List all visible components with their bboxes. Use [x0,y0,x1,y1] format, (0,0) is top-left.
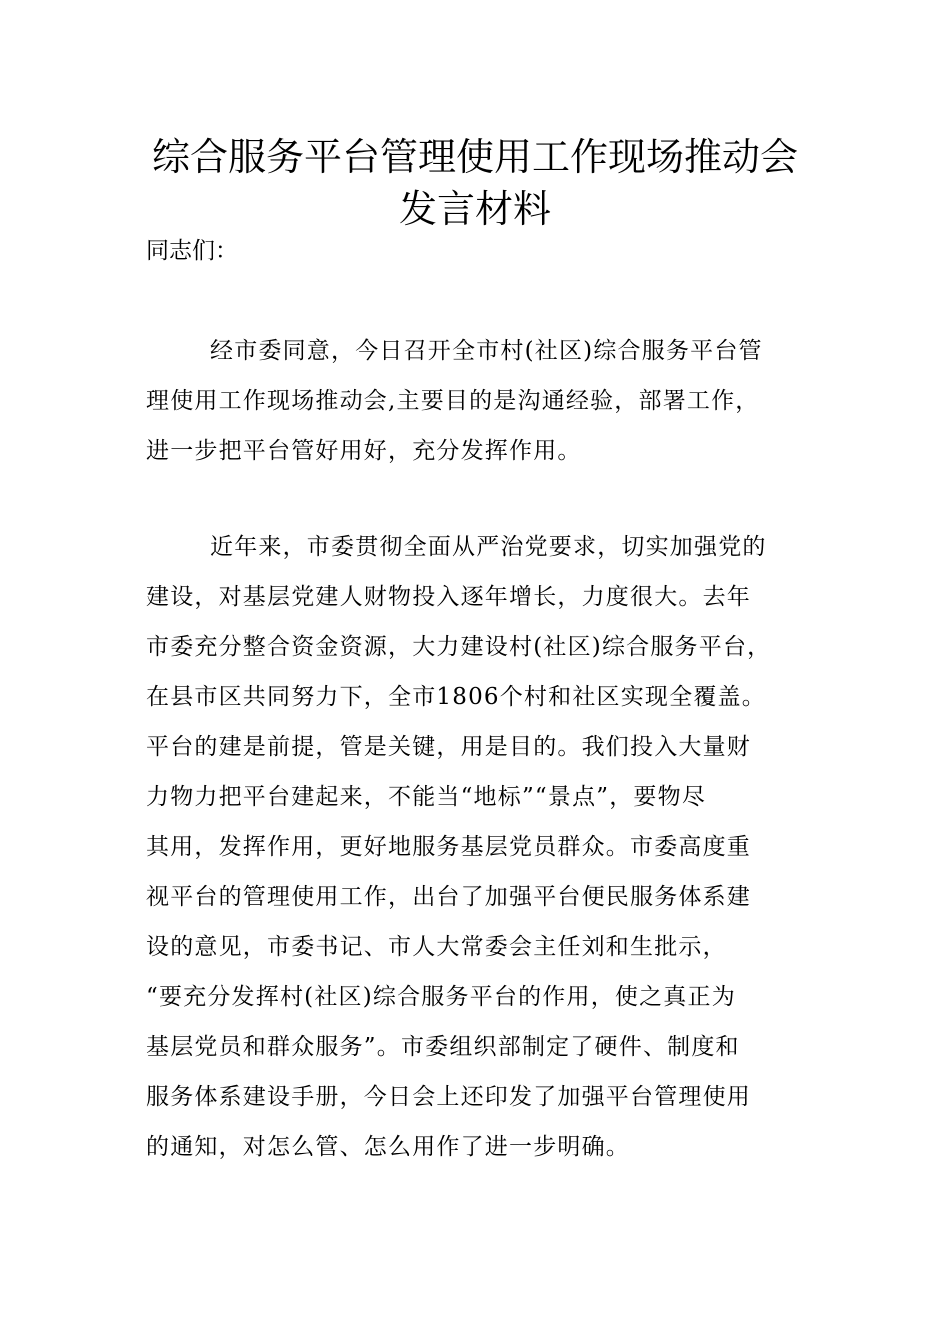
paragraph-line: 经市委同意，今日召开全市村(社区)综合服务平台管 [210,338,763,364]
paragraph-line: 力物力把平台建起来，不能当“地标”“景点”，要物尽 [146,784,707,810]
document-title-line-1: 综合服务平台管理使用工作现场推动会 [151,135,798,179]
paragraph-line: 建设，对基层党建人财物投入逐年增长，力度很大。去年 [146,584,751,610]
paragraph-line: 市委充分整合资金资源，大力建设村(社区)综合服务平台， [146,634,772,660]
salutation: 同志们： [146,238,238,264]
paragraph-line: 设的意见，市委书记、市人大常委会主任刘和生批示， [146,934,727,960]
paragraph-line: 基层党员和群众服务”。市委组织部制定了硬件、制度和 [146,1034,740,1060]
paragraph-line: 的通知，对怎么管、怎么用作了进一步明确。 [146,1134,630,1160]
paragraph-2 [146,522,836,1172]
paragraph-line: “要充分发挥村(社区)综合服务平台的作用，使之真正为 [146,984,736,1010]
document-title-line-2: 发言材料 [398,187,551,231]
paragraph-line: 理使用工作现场推动会,主要目的是沟通经验，部署工作， [146,388,760,414]
paragraph-line: 其用，发挥作用，更好地服务基层党员群众。市委高度重 [146,834,751,860]
paragraph-line: 平台的建是前提，管是关键，用是目的。我们投入大量财 [146,734,751,760]
paragraph-line: 服务体系建设手册，今日会上还印发了加强平台管理使用 [146,1084,751,1110]
paragraph-line: 在县市区共同努力下，全市1806个村和社区实现全覆盖。 [146,684,766,710]
paragraph-line: 进一步把平台管好用好，充分发挥作用。 [146,438,582,464]
paragraph-1 [146,326,836,476]
paragraph-line: 视平台的管理使用工作，出台了加强平台便民服务体系建 [146,884,751,910]
paragraph-line: 近年来，市委贯彻全面从严治党要求，切实加强党的 [210,534,767,560]
